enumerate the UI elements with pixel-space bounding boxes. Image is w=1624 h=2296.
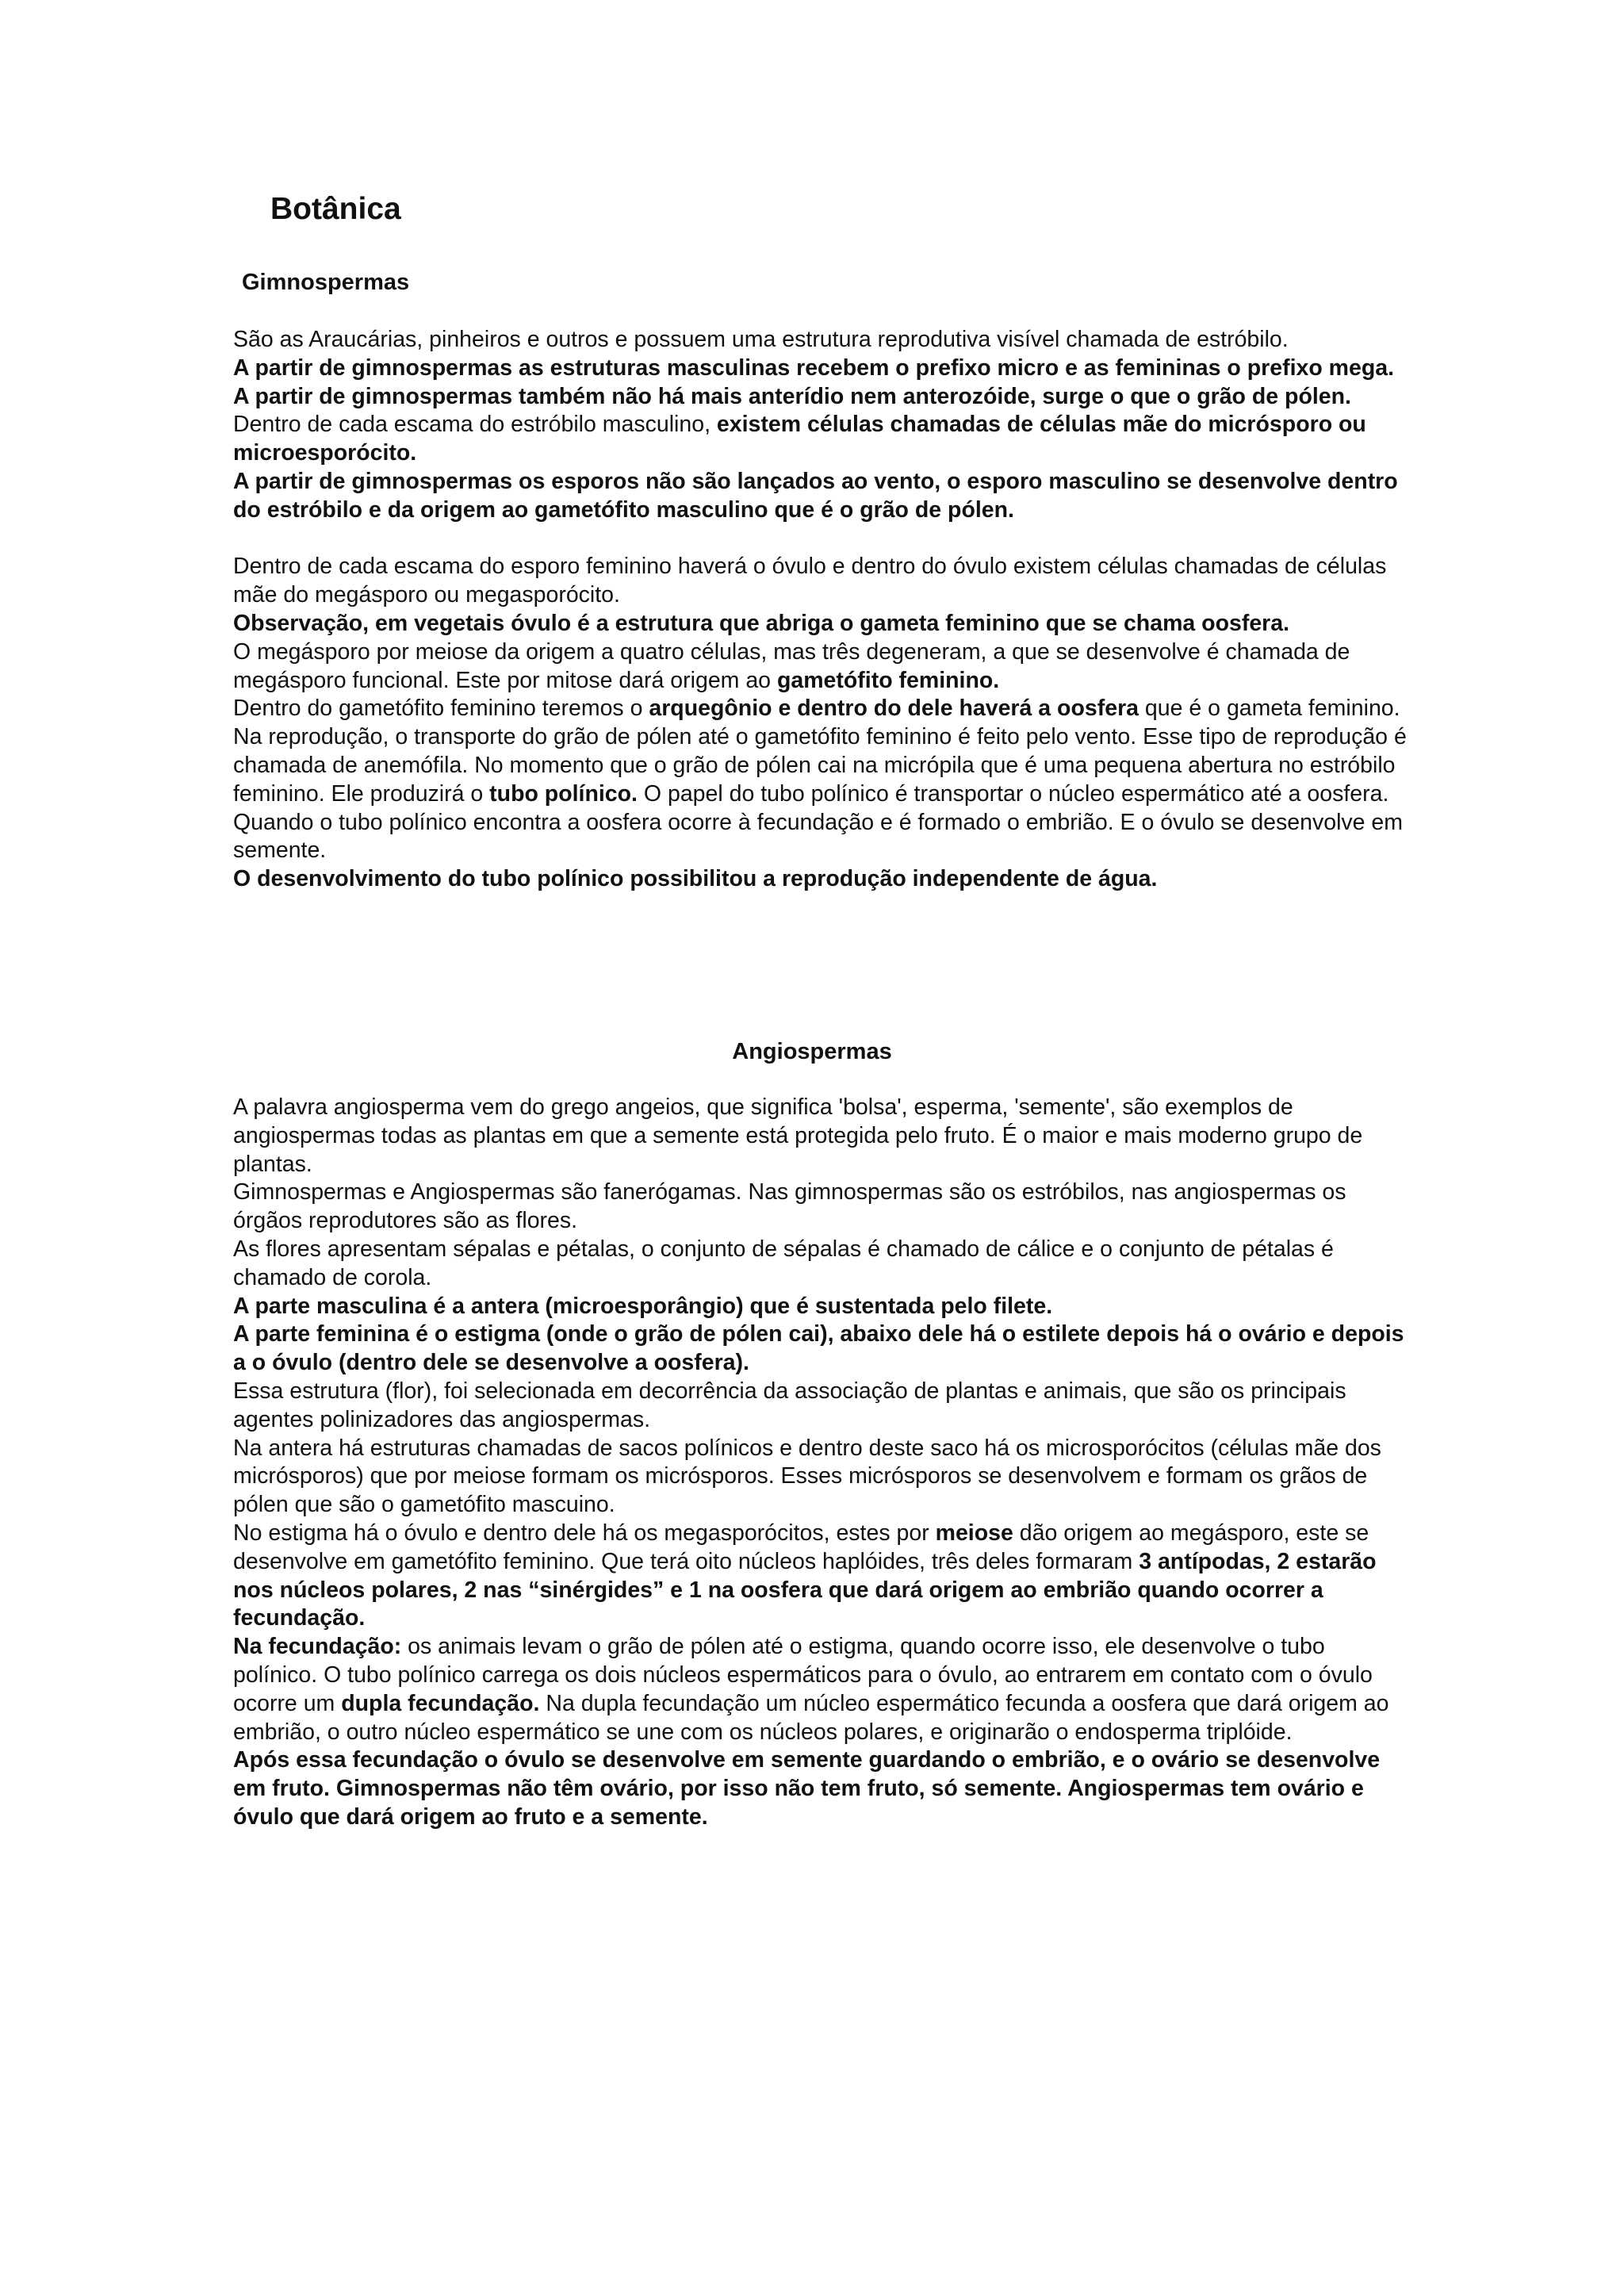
text-run-bold: 3 antípodas, 2 estarão nos núcleos polares, 2 nas “sinérgides” e 1 na oosfera que dará origem ao embrião quando ocorrer a fecundação. <box>233 1548 1377 1631</box>
paragraph: Na antera há estruturas chamadas de sacos polínicos e dentro deste saco há os microsporócitos (células mãe dos micrósporos) que por meiose formam os micrósporos. Esses micrósporos se desenvolvem e formam os grãos de pólen que são o gametófito mascuino. <box>233 1435 1381 1518</box>
text-run: os animais levam o grão de pólen até o estigma, quando ocorre isso, ele desenvolve o tubo polínico. O tubo polínico carrega os dois núcleos espermáticos para o óvulo, ao entrarem em contato com o óvulo ocorre um <box>233 1634 1373 1716</box>
paragraph <box>233 723 1407 865</box>
paragraph <box>233 638 1407 696</box>
text-run: No estigma há o óvulo e dentro dele há os megasporócitos, estes por <box>233 1520 936 1546</box>
paragraph: Gimnospermas e Angiospermas são fanerógamas. Nas gimnospermas são os estróbilos, nas angiospermas os órgãos reprodutores são as flores. <box>233 1179 1346 1234</box>
text-run: Na reprodução, o transporte do grão de pólen até o gametófito feminino é feito pelo vento. Esse tipo de reprodução é chamada de anemófila. No momento que o grão de pólen cai na micrópila que é uma pequena abertura no estróbilo feminino. Ele produzirá o <box>233 724 1407 807</box>
text-run: Na dupla fecundação um núcleo espermático fecunda a oosfera que dará origem ao embrião, o outro núcleo espermático se une com os núcleos polares, e originarão o endosperma triplóide. <box>233 1690 1389 1745</box>
paragraph: As flores apresentam sépalas e pétalas, o conjunto de sépalas é chamado de cálice e o conjunto de pétalas é chamado de corola. <box>233 1236 1334 1290</box>
text-run-bold: gametófito feminino. <box>776 667 1000 693</box>
paragraph: Observação, em vegetais óvulo é a estrutura que abriga o gameta feminino que se chama oosfera. <box>233 610 1290 636</box>
section-heading-angiospermas: Angiospermas <box>732 1039 892 1064</box>
paragraph: O desenvolvimento do tubo polínico possibilitou a reprodução independente de água. <box>233 866 1158 892</box>
paragraph: Essa estrutura (flor), foi selecionada em decorrência da associação de plantas e animais, que são os principais agentes polinizadores das angiospermas. <box>233 1378 1346 1432</box>
text-run-bold: arquegônio e dentro do dele haverá a oosfera <box>649 696 1139 722</box>
text-run-bold: meiose <box>935 1520 1013 1546</box>
section-heading-gimnospermas: Gimnospermas <box>242 270 410 295</box>
paragraph <box>233 1520 1407 1633</box>
paragraph: Após essa fecundação o óvulo se desenvolve em semente guardando o embrião, e o ovário se desenvolve em fruto. Gimnospermas não têm ovário, por isso não tem fruto, só semente. Angiospermas tem ovário e óvulo que dará origem ao fruto e a semente. <box>233 1747 1381 1830</box>
text-run: O megásporo por meiose da origem a quatro células, mas três degeneram, a que se desenvolve é chamada de megásporo funcional. Este por mitose dará origem ao <box>233 638 1350 693</box>
text-run: Dentro de cada escama do estróbilo masculino, <box>233 412 717 438</box>
paragraph <box>233 411 1407 468</box>
paragraph <box>233 1633 1407 1746</box>
paragraph: A partir de gimnospermas as estruturas masculinas recebem o prefixo micro e as femininas o prefixo mega. <box>233 355 1395 381</box>
text-run: Dentro do gametófito feminino teremos o <box>233 696 649 722</box>
paragraph: São as Araucárias, pinheiros e outros e possuem uma estrutura reprodutiva visível chamada de estróbilo. <box>233 327 1289 352</box>
paragraph: A parte feminina é o estigma (onde o grão de pólen cai), abaixo dele há o estilete depois há o ovário e depois a o óvulo (dentro dele se desenvolve a oosfera). <box>233 1321 1404 1376</box>
paragraph: A partir de gimnospermas os esporos não são lançados ao vento, o esporo masculino se desenvolve dentro do estróbilo e da origem ao gametófito masculino que é o grão de pólen. <box>233 468 1398 523</box>
page-title: Botânica <box>270 192 401 226</box>
paragraph: A partir de gimnospermas também não há mais anterídio nem anterozóide, surge o que o grão de pólen. <box>233 383 1351 409</box>
section-body-angiospermas <box>233 1094 1407 1832</box>
text-run: que é o gameta feminino. <box>1139 696 1400 722</box>
text-run-bold: existem células chamadas de células mãe do micrósporo ou microesporócito. <box>233 412 1366 466</box>
paragraph: Dentro de cada escama do esporo feminino haverá o óvulo e dentro do óvulo existem células chamadas de células mãe do megásporo ou megasporócito. <box>233 554 1387 608</box>
section-body-gimnospermas <box>233 326 1407 894</box>
text-run-bold: Na fecundação: <box>233 1634 402 1660</box>
text-run: O papel do tubo polínico é transportar o núcleo espermático até a oosfera. Quando o tubo polínico encontra a oosfera ocorre à fecundação e é formado o embrião. E o óvulo se desenvolve em semente. <box>233 780 1404 864</box>
paragraph: A palavra angiosperma vem do grego angeios, que significa 'bolsa', esperma, 'semente', são exemplos de angiospermas todas as plantas em que a semente está protegida pelo fruto. É o maior e mais moderno grupo de plantas. <box>233 1094 1363 1177</box>
text-run-bold: tubo polínico. <box>489 780 638 807</box>
paragraph: A parte masculina é a antera (microesporângio) que é sustentada pelo filete. <box>233 1293 1053 1319</box>
text-run-bold: dupla fecundação. <box>341 1690 540 1716</box>
text-run: dão origem ao megásporo, este se desenvolve em gametófito feminino. Que terá oito núcleos haplóides, três deles formaram <box>233 1520 1369 1574</box>
paragraph <box>233 695 1407 723</box>
